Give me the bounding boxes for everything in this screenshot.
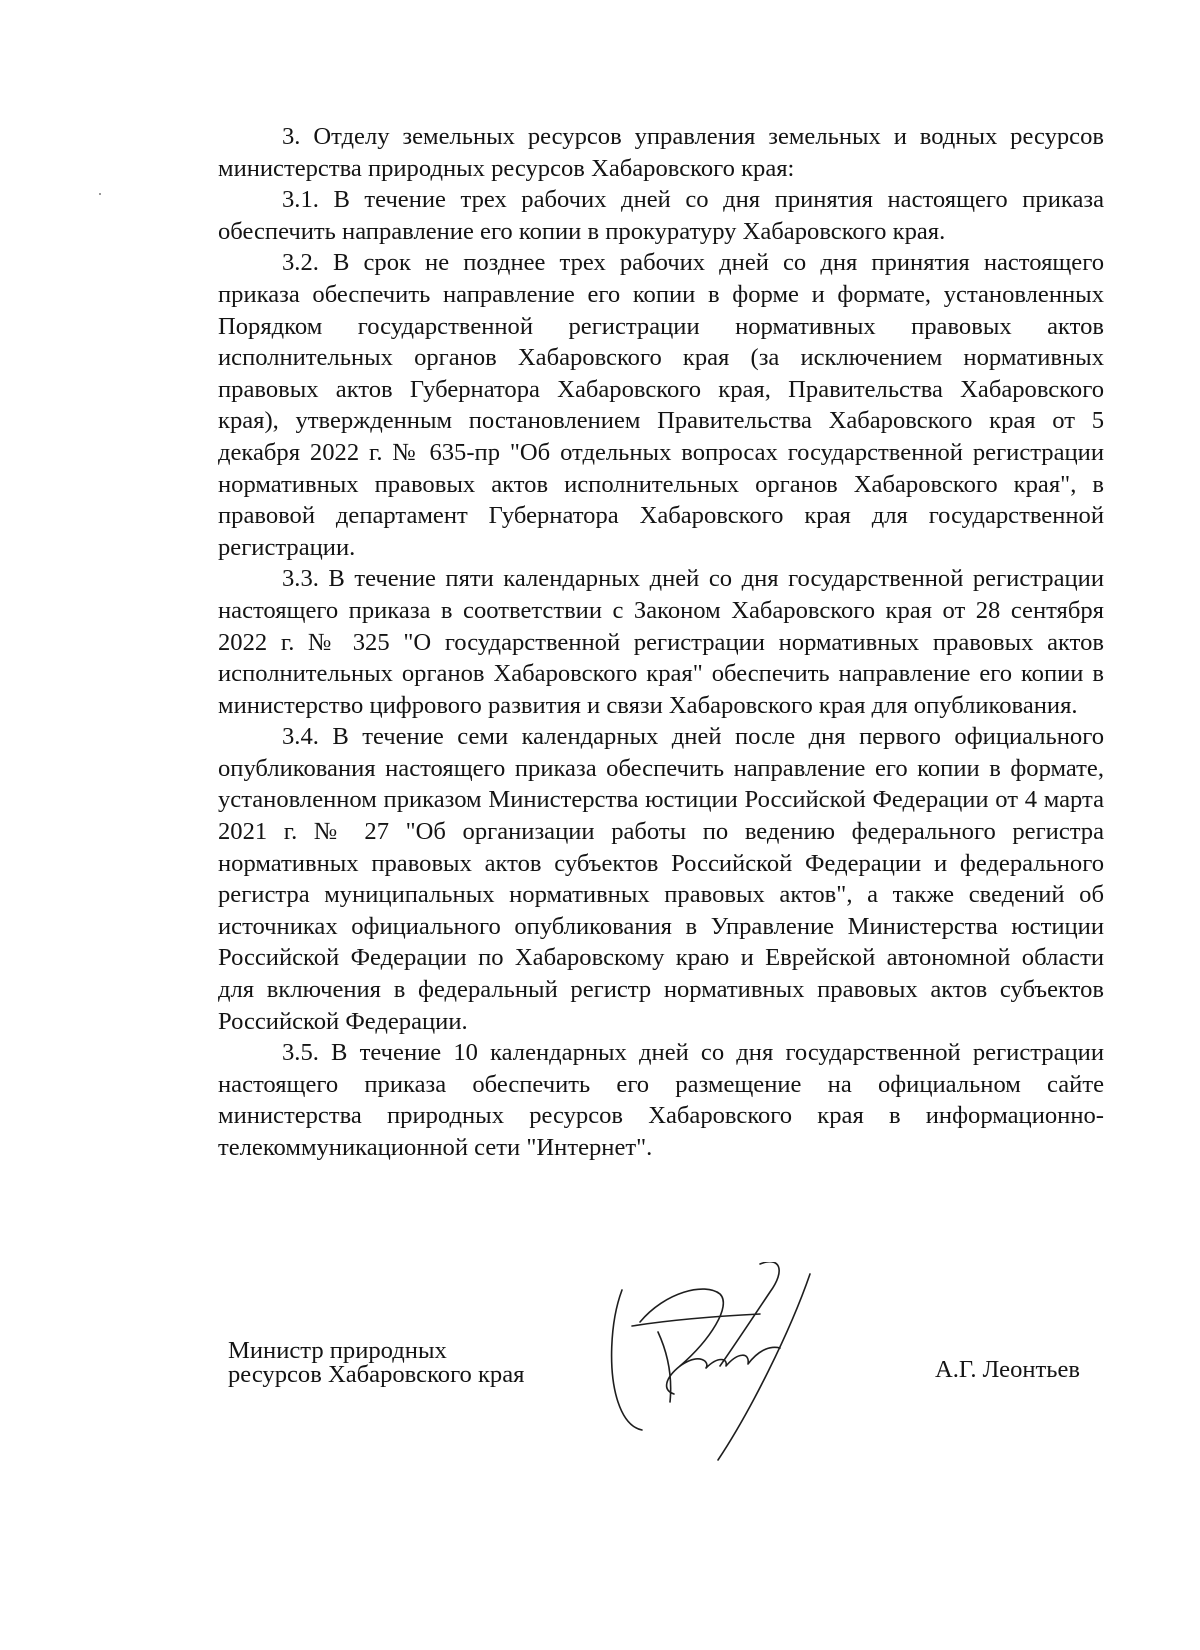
paragraph-3: 3. Отделу земельных ресурсов управления земельных и водных ресурсов министерства природных ресурсов Хабаровского края: [218, 123, 1104, 182]
paragraph-3-4: 3.4. В течение семи календарных дней после дня первого официального опубликования настоящего приказа обеспечить направление его копии в формате, установленном приказом Министерства юстиции Российской Федерации от 4 марта 2021 г. № 27 "Об организации работы по ведению федерального регистра нормативных правовых актов субъектов Российской Федерации и федерального регистра муниципальных нормативных правовых актов", а также сведений об источниках официального опубликования в Управление Министерства юстиции Российской Федерации по Хабаровскому краю и Еврейской автономной области для включения в федеральный регистр нормативных правовых актов субъектов Российской Федерации. [218, 723, 1104, 1035]
paragraph-3-5: 3.5. В течение 10 календарных дней со дня государственной регистрации настоящего приказа обеспечить его размещение на официальном сайте министерства природных ресурсов Хабаровского края в информационно-телекоммуникационной сети "Интернет". [218, 1039, 1104, 1161]
signatory-name: А.Г. Леонтьев [935, 1356, 1081, 1383]
paragraph-3-2: 3.2. В срок не позднее трех рабочих дней со дня принятия настоящего приказа обеспечить направление его копии в форме и формате, установленных Порядком государственной регистрации нормативных правовых актов исполнительных органов Хабаровского края (за исключением нормативных правовых актов Губернатора Хабаровского края, Правительства Хабаровского края), утвержденным постановлением Правительства Хабаровского края от 5 декабря 2022 г. № 635-пр "Об отдельных вопросах государственной регистрации нормативных правовых актов исполнительных органов Хабаровского края", в правовой департамент Губернатора Хабаровского края для государственной регистрации. [218, 249, 1104, 561]
paragraph-3-1: 3.1. В течение трех рабочих дней со дня принятия настоящего приказа обеспечить направление его копии в прокуратуру Хабаровского края. [218, 186, 1104, 245]
signatory-position-line2: ресурсов Хабаровского края [228, 1361, 525, 1388]
scan-speck [99, 193, 101, 195]
signature-outer-arc [612, 1290, 642, 1430]
signature-cross-stroke [632, 1314, 760, 1326]
signatory-position-line1: Министр природных [228, 1337, 447, 1364]
handwritten-signature [610, 1262, 870, 1462]
signatory-position [228, 1339, 524, 1387]
signature-loop-upper [640, 1289, 723, 1394]
document-body [218, 121, 1104, 1164]
paragraph-3-3: 3.3. В течение пяти календарных дней со дня государственной регистрации настоящего приказа в соответствии с Законом Хабаровского края от 28 сентября 2022 г. № 325 "О государственной регистрации нормативных правовых актов исполнительных органов Хабаровского края" обеспечить направление его копии в министерство цифрового развития и связи Хабаровского края для опубликования. [218, 565, 1104, 719]
